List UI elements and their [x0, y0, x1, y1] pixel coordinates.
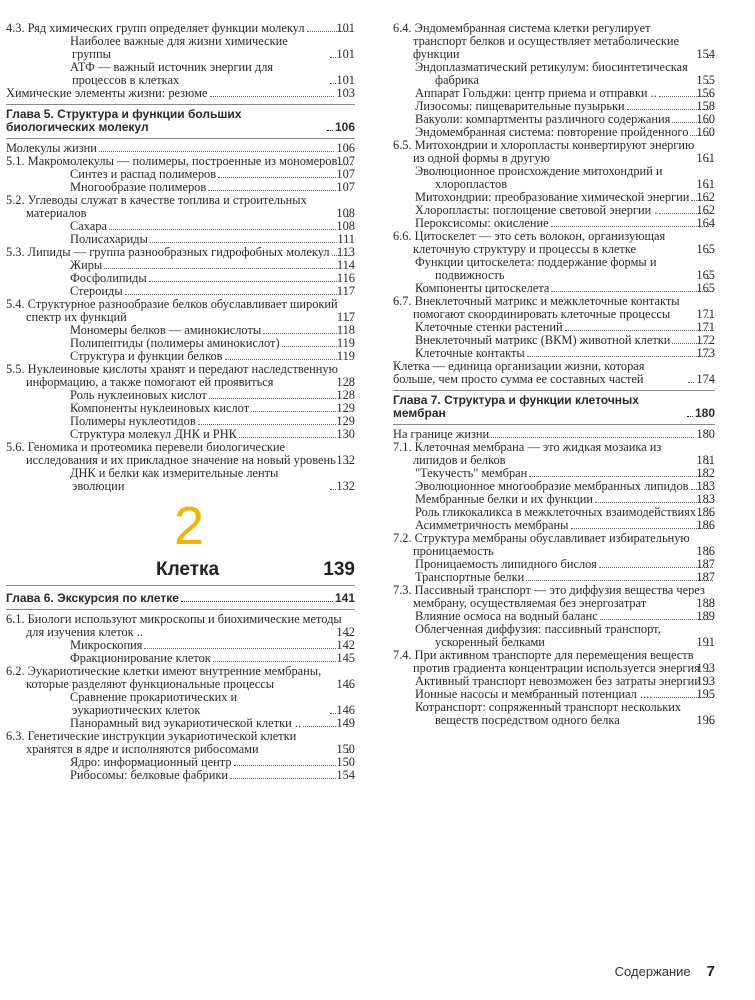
- entry-title: Роль гликокаликса в межклеточных взаимодействиях: [415, 505, 697, 519]
- page-number: 116: [336, 271, 355, 285]
- divider: [6, 585, 355, 586]
- toc-subentry[interactable]: Лизосомы: пищеварительные пузырьки 158: [415, 99, 715, 113]
- leader-dots: [571, 528, 713, 529]
- leader-dots: [687, 416, 693, 417]
- toc-subentry[interactable]: Котранспорт: сопряженный транспорт нескольких веществ посредством одного белка 196: [415, 700, 715, 727]
- entry-title: 6.4. Эндомембранная система клетки регулирует транспорт белков и осуществляет метаболические функции: [393, 21, 679, 61]
- entry-title: Асимметричность мембраны: [415, 518, 569, 532]
- entry-title: ДНК и белки как измерительные ленты эволюции: [70, 466, 279, 493]
- entry-title: Клетка — единица организации жизни, которая больше, чем просто сумма ее составных частей: [393, 359, 645, 386]
- page-number: 180: [696, 427, 715, 441]
- leader-dots: [526, 580, 713, 581]
- entry-title: Панорамный вид эукариотической клетки ..: [70, 716, 302, 730]
- entry-title: Клеточные контакты: [415, 346, 525, 360]
- entry-title: Внеклеточный матрикс (ВКМ) животной клетки: [415, 333, 671, 347]
- footer-page-number: 7: [706, 963, 715, 980]
- entry-title: Проницаемость липидного бислоя: [415, 557, 597, 571]
- leader-dots: [491, 437, 694, 438]
- toc-entry[interactable]: 6.6. Цитоскелет — это сеть волокон, организующая клеточную структуру и процессы в клетке 165: [393, 229, 715, 256]
- chapter-heading[interactable]: [393, 394, 715, 420]
- entry-title: Синтез и распад полимеров: [70, 167, 217, 181]
- toc-entry[interactable]: 5.4. Структурное разнообразие белков обуславливает широкий спектр их функций 117: [6, 297, 355, 324]
- chapter-heading[interactable]: [6, 108, 355, 134]
- toc-subentry[interactable]: Роль гликокаликса в межклеточных взаимодействиях 186: [415, 505, 715, 519]
- leader-dots: [327, 130, 333, 131]
- toc-entry[interactable]: 6.2. Эукариотические клетки имеют внутренние мембраны, которые разделяют функциональные процессы 146: [6, 664, 355, 691]
- leader-dots: [104, 268, 337, 269]
- leader-dots: [209, 398, 337, 399]
- toc-entry[interactable]: 7.1. Клеточная мембрана — это жидкая мозаика из липидов и белков 181: [393, 440, 715, 467]
- leader-dots: [282, 346, 337, 347]
- toc-subentry[interactable]: Эндоплазматический ретикулум: биосинтетическая фабрика 155: [415, 60, 715, 87]
- leader-dots: [109, 229, 336, 230]
- entry-title: 6.7. Внеклеточный матрикс и межклеточные контакты помогают скоординировать клеточные процессы: [393, 294, 680, 321]
- entry-title: Микроскопия: [70, 638, 143, 652]
- leader-dots: [218, 177, 336, 178]
- part-title: Клетка: [156, 559, 220, 580]
- entry-title: Клеточные стенки растений: [415, 320, 563, 334]
- page-number: 129: [336, 414, 355, 428]
- page-footer: [615, 963, 715, 980]
- entry-title: 5.3. Липиды — группа разнообразных гидрофобных молекул: [6, 245, 330, 259]
- toc-entry[interactable]: 6.3. Генетические инструкции эукариотической клетки хранятся в ядре и исполняются рибосомами 150: [6, 729, 355, 756]
- page-number: 119: [336, 336, 355, 350]
- toc-right-column: [393, 22, 715, 727]
- entry-title: Молекулы жизни: [6, 141, 97, 155]
- toc-subentry[interactable]: [6, 769, 355, 782]
- entry-title: Влияние осмоса на водный баланс: [415, 609, 598, 623]
- leader-dots: [234, 765, 337, 766]
- toc-subentry[interactable]: [6, 35, 355, 61]
- leader-dots: [595, 502, 713, 503]
- entry-title: 7.2. Структура мембраны обуславливает избирательную проницаемость: [393, 531, 690, 558]
- entry-title: Аппарат Гольджи: центр приема и отправки ..: [415, 86, 657, 100]
- toc-subentry[interactable]: "Текучесть" мембран 182: [415, 466, 715, 480]
- leader-dots: [144, 648, 336, 649]
- entry-title: 6.2. Эукариотические клетки имеют внутренние мембраны, которые разделяют функциональные процессы: [6, 664, 322, 691]
- toc-subentry[interactable]: Митохондрии: преобразование химической энергии 162: [415, 190, 715, 204]
- entry-title: Структура и функции белков: [70, 349, 223, 363]
- toc-entry[interactable]: 6.5. Митохондрии и хлоропласты конвертируют энергию из одной формы в другую 161: [393, 138, 715, 165]
- page-number: 111: [337, 232, 355, 246]
- toc-section: [6, 142, 355, 493]
- entry-title: Полимеры нуклеотидов: [70, 414, 196, 428]
- entry-title: Химические элементы жизни: резюме: [6, 86, 208, 100]
- toc-subentry[interactable]: Эндомембранная система: повторение пройденного 160: [415, 125, 715, 139]
- toc-left-column: [6, 22, 355, 782]
- entry-title: Стероиды: [70, 284, 123, 298]
- entry-title: Сахара: [70, 219, 107, 233]
- toc-subentry[interactable]: Компоненты цитоскелета 165: [415, 281, 715, 295]
- toc-subentry[interactable]: Вакуоли: компартменты различного содержания 160: [415, 112, 715, 126]
- page-number: 119: [336, 349, 355, 363]
- toc-subentry[interactable]: [6, 259, 355, 272]
- toc-section: [6, 613, 355, 782]
- entry-title: Мономеры белков — аминокислоты: [70, 323, 262, 337]
- leader-dots: [125, 294, 337, 295]
- page-number: 107: [336, 180, 355, 194]
- leader-dots: [251, 411, 336, 412]
- entry-title: 5.5. Нуклеиновые кислоты хранят и передают наследственную информацию, а также помогают ей проявиться: [6, 362, 338, 389]
- leader-dots: [551, 291, 713, 292]
- entry-title: 7.4. При активном транспорте для перемещения веществ против градиента концентрации используется энергия: [393, 648, 700, 675]
- entry-title: Лизосомы: пищеварительные пузырьки: [415, 99, 625, 113]
- entry-title: 6.6. Цитоскелет — это сеть волокон, организующая клеточную структуру и процессы в клетке: [393, 229, 666, 256]
- entry-title: Компоненты нуклеиновых кислот: [70, 401, 250, 415]
- entry-title: Ионные насосы и мембранный потенциал ....: [415, 687, 653, 701]
- leader-dots: [181, 601, 333, 602]
- entry-title: Жиры: [70, 258, 103, 272]
- leader-dots: [213, 661, 337, 662]
- toc-entry[interactable]: [393, 360, 715, 386]
- page-number: 146: [336, 703, 355, 717]
- toc-subentry[interactable]: [6, 61, 355, 87]
- entry-title: Митохондрии: преобразование химической энергии: [415, 190, 690, 204]
- leader-dots: [198, 424, 337, 425]
- entry-title: Фосфолипиды: [70, 271, 147, 285]
- chapter-title: Глава 5. Структура и функции больших биологических молекул: [6, 107, 242, 134]
- toc-entry[interactable]: 5.5. Нуклеиновые кислоты хранят и передают наследственную информацию, а также помогают ей проявиться 128: [6, 362, 355, 389]
- page-number: 117: [336, 284, 355, 298]
- entry-title: 6.5. Митохондрии и хлоропласты конвертируют энергию из одной формы в другую: [393, 138, 695, 165]
- leader-dots: [225, 359, 337, 360]
- page-number: 129: [336, 401, 355, 415]
- leader-dots: [99, 151, 335, 152]
- toc-entry[interactable]: [6, 87, 355, 100]
- entry-title: Структура молекул ДНК и РНК: [70, 427, 237, 441]
- toc-entry[interactable]: 6.1. Биологи используют микроскопы и биохимические методы для изучения клеток .. 142: [6, 612, 355, 639]
- entry-title: 5.2. Углеводы служат в качестве топлива и строительных материалов: [6, 193, 307, 220]
- leader-dots: [551, 226, 713, 227]
- divider: [393, 390, 715, 391]
- page-number: 106: [334, 120, 355, 134]
- leader-dots: [565, 330, 713, 331]
- toc-entry[interactable]: 7.2. Структура мембраны обуславливает избирательную проницаемость 186: [393, 531, 715, 558]
- toc-subentry[interactable]: Аппарат Гольджи: центр приема и отправки .. 156: [415, 86, 715, 100]
- toc-subentry[interactable]: Эволюционное происхождение митохондрий и хлоропластов 161: [415, 164, 715, 191]
- entry-title: Котранспорт: сопряженный транспорт нескольких веществ посредством одного белка: [415, 700, 682, 727]
- chapter-title: Глава 6. Экскурсия по клетке: [6, 591, 179, 605]
- entry-title: Вакуоли: компартменты различного содержания: [415, 112, 671, 126]
- toc-subentry[interactable]: [6, 467, 355, 493]
- leader-dots: [230, 778, 336, 779]
- entry-title: Функции цитоскелета: поддержание формы и подвижность: [415, 255, 657, 282]
- page-number: 108: [336, 219, 355, 233]
- page-number: 101: [336, 47, 355, 61]
- toc-subentry[interactable]: Функции цитоскелета: поддержание формы и подвижность 165: [415, 255, 715, 282]
- entry-title: Хлоропласты: поглощение световой энергии .: [415, 203, 658, 217]
- toc-subentry[interactable]: Хлоропласты: поглощение световой энергии . 162: [415, 203, 715, 217]
- entry-title: Полипептиды (полимеры аминокислот): [70, 336, 280, 350]
- entry-title: Роль нуклеиновых кислот: [70, 388, 207, 402]
- entry-title: 7.1. Клеточная мембрана — это жидкая мозаика из липидов и белков: [393, 440, 662, 467]
- entry-title: Компоненты цитоскелета: [415, 281, 550, 295]
- toc-entry[interactable]: 5.6. Геномика и протеомика перевели биологические исследования и их прикладное значение на новый уровень 132: [6, 440, 355, 467]
- page-number: 118: [336, 323, 355, 337]
- leader-dots: [210, 96, 335, 97]
- entry-title: Наиболее важные для жизни химические группы: [70, 34, 288, 61]
- divider: [6, 609, 355, 610]
- entry-title: Облегченная диффузия: пассивный транспорт, ускоренный белками: [415, 622, 661, 649]
- toc-subentry[interactable]: Ионные насосы и мембранный потенциал .... 195: [415, 687, 715, 701]
- leader-dots: [239, 437, 336, 438]
- toc-section: [6, 22, 355, 100]
- entry-title: Транспортные белки: [415, 570, 525, 584]
- entry-title: Ядро: информационный центр: [70, 755, 232, 769]
- toc-subentry[interactable]: [6, 691, 355, 717]
- page-number: 154: [336, 768, 355, 782]
- entry-title: 7.3. Пассивный транспорт — это диффузия вещества через мембрану, осуществляемая без энергозатрат: [393, 583, 705, 610]
- leader-dots: [263, 333, 337, 334]
- toc-entry[interactable]: 7.4. При активном транспорте для перемещения веществ против градиента концентрации используется энергия 193: [393, 648, 715, 675]
- entry-title: 5.6. Геномика и протеомика перевели биологические исследования и их прикладное значение на новый уровень: [6, 440, 336, 467]
- entry-title: Активный транспорт невозможен без затраты энергии: [415, 674, 701, 688]
- entry-title: 4.3. Ряд химических групп определяет функции молекул: [6, 21, 305, 35]
- toc-entry[interactable]: 6.4. Эндомембранная система клетки регулирует транспорт белков и осуществляет метаболические функции 154: [393, 21, 715, 61]
- page-number: 128: [336, 388, 355, 402]
- toc-entry[interactable]: 5.1. Макромолекулы — полимеры, построенные из мономеров 107: [6, 154, 355, 168]
- toc-subentry[interactable]: Клеточные контакты 173: [415, 346, 715, 360]
- toc-section: [393, 22, 715, 386]
- leader-dots: [688, 382, 694, 383]
- divider: [6, 138, 355, 139]
- toc-entry[interactable]: 4.3. Ряд химических групп определяет функции молекул 101: [6, 21, 355, 35]
- page-number: 174: [696, 372, 715, 386]
- page-number: 149: [336, 716, 355, 730]
- page-number: 141: [334, 591, 355, 605]
- entry-title: 6.3. Генетические инструкции эукариотической клетки хранятся в ядре и исполняются рибосомами: [6, 729, 297, 756]
- entry-title: Сравнение прокариотических и эукариотических клеток: [70, 690, 238, 717]
- divider: [393, 424, 715, 425]
- entry-title: 6.1. Биологи используют микроскопы и биохимические методы для изучения клеток ..: [6, 612, 342, 639]
- toc-subentry[interactable]: Мембранные белки и их функции 183: [415, 492, 715, 506]
- page-number: 114: [336, 258, 355, 272]
- page-number: 142: [336, 638, 355, 652]
- entry-title: Эндоплазматический ретикулум: биосинтетическая фабрика: [415, 60, 688, 87]
- entry-title: 5.4. Структурное разнообразие белков обуславливает широкий спектр их функций: [6, 297, 338, 324]
- page-number: 106: [336, 141, 355, 155]
- entry-title: Пероксисомы: окисление: [415, 216, 549, 230]
- entry-title: Фракционирование клеток: [70, 651, 211, 665]
- leader-dots: [149, 281, 337, 282]
- entry-title: "Текучесть" мембран: [415, 466, 528, 480]
- toc-subentry[interactable]: Проницаемость липидного бислоя 187: [415, 557, 715, 571]
- chapter-title: Глава 7. Структура и функции клеточных мембран: [393, 393, 639, 420]
- toc-subentry[interactable]: [6, 272, 355, 285]
- page-number: 103: [336, 86, 355, 100]
- chapter-heading[interactable]: [6, 592, 355, 605]
- divider: [6, 104, 355, 105]
- toc-subentry[interactable]: Активный транспорт невозможен без затраты энергии 193: [415, 674, 715, 688]
- entry-title: Эндомембранная система: повторение пройденного: [415, 125, 689, 139]
- leader-dots: [208, 190, 336, 191]
- entry-title: Многообразие полимеров: [70, 180, 207, 194]
- toc-subentry[interactable]: Облегченная диффузия: пассивный транспорт, ускоренный белками 191: [415, 622, 715, 649]
- toc-entry[interactable]: 5.2. Углеводы служат в качестве топлива и строительных материалов 108: [6, 193, 355, 220]
- toc-subentry[interactable]: Эволюционное многообразие мембранных липидов 183: [415, 479, 715, 493]
- page-number: 180: [694, 406, 715, 420]
- toc-entry[interactable]: 7.3. Пассивный транспорт — это диффузия вещества через мембрану, осуществляемая без энергозатрат 188: [393, 583, 715, 610]
- entry-title: Эволюционное происхождение митохондрий и хлоропластов: [415, 164, 663, 191]
- toc-subentry[interactable]: Асимметричность мембраны 186: [415, 518, 715, 532]
- entry-title: Рибосомы: белковые фабрики: [70, 768, 228, 782]
- footer-label: Содержание: [614, 964, 691, 979]
- toc-subentry[interactable]: Пероксисомы: окисление 164: [415, 216, 715, 230]
- entry-title: Мембранные белки и их функции: [415, 492, 594, 506]
- page-number: 150: [336, 755, 355, 769]
- part-number: 2: [174, 496, 205, 556]
- entry-title: На границе жизни: [393, 427, 490, 441]
- leader-dots: [150, 242, 337, 243]
- page-number: 145: [336, 651, 355, 665]
- toc-subentry[interactable]: Транспортные белки 187: [415, 570, 715, 584]
- entry-title: Полисахариды: [70, 232, 148, 246]
- toc-section: [393, 428, 715, 727]
- toc-subentry[interactable]: [6, 220, 355, 233]
- toc-subentry[interactable]: Внеклеточный матрикс (ВКМ) животной клетки 172: [415, 333, 715, 347]
- entry-title: АТФ — важный источник энергии для процессов в клетках: [70, 60, 274, 87]
- leader-dots: [529, 476, 713, 477]
- toc-subentry[interactable]: Влияние осмоса на водный баланс 189: [415, 609, 715, 623]
- part-heading[interactable]: [6, 496, 355, 589]
- toc-entry[interactable]: 5.3. Липиды — группа разнообразных гидрофобных молекул 113: [6, 245, 355, 259]
- page-number: 132: [336, 479, 355, 493]
- toc-entry[interactable]: 6.7. Внеклеточный матрикс и межклеточные контакты помогают скоординировать клеточные процессы 171: [393, 294, 715, 321]
- leader-dots: [527, 356, 713, 357]
- entry-title: Эволюционное многообразие мембранных липидов: [415, 479, 689, 493]
- page-number: 101: [336, 73, 355, 87]
- leader-dots: [303, 726, 336, 727]
- toc-subentry[interactable]: Клеточные стенки растений 171: [415, 320, 715, 334]
- page-number: 130: [336, 427, 355, 441]
- page-number: 107: [336, 167, 355, 181]
- entry-title: 5.1. Макромолекулы — полимеры, построенные из мономеров: [6, 154, 338, 168]
- part-page-number: 139: [323, 559, 355, 580]
